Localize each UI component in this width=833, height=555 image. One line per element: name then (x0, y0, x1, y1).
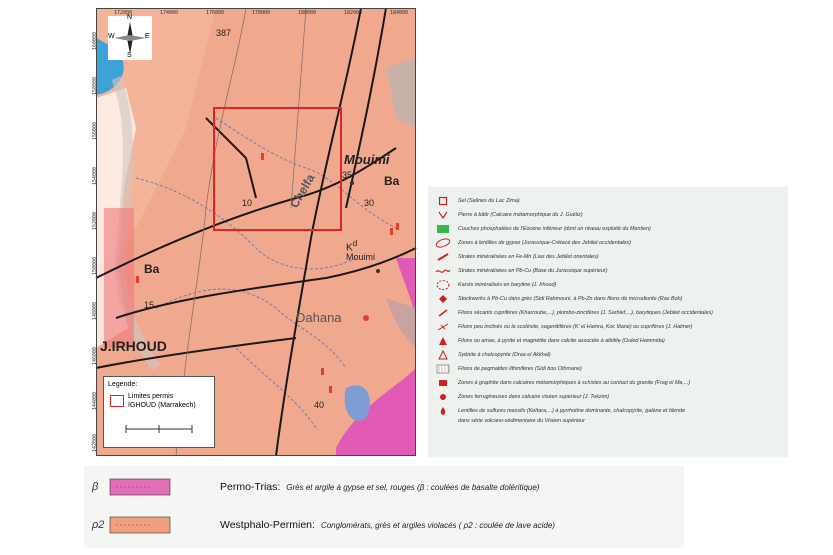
key-row-label: Strates minéralisées en Fe-Mn (Lias des Jebilet orientales) (458, 254, 599, 260)
y-tick: 156000 (92, 121, 99, 141)
green-box-icon (434, 224, 452, 234)
y-tick: 142000 (92, 433, 99, 453)
hatch-box-icon (434, 364, 452, 374)
key-row-label: Sel (Salines du Lac Zima) (458, 198, 520, 204)
key-row-label: Filons ou amas, à pyrite et magnétite dans calcite associée à albitite (Ouled Hammida) (458, 338, 665, 344)
triangle-red-icon (434, 336, 452, 346)
key-row (434, 265, 608, 277)
x-tick: 182000 (344, 10, 363, 16)
key-row-label: Filons sécants cuprifères (Kharroube,...), plombo-zincifères (J. Sarhlef,...), barytiques (Jebilet occidentales) (458, 310, 713, 316)
y-tick: 148000 (92, 301, 99, 321)
strat-description: Grès et argile à gypse et sel, rouges (β : coulées de basalte doléritique) (286, 482, 540, 492)
triangle-outline-red-icon (434, 350, 452, 360)
map-legend (103, 376, 215, 448)
strat-separator: : (277, 481, 281, 493)
x-tick: 172000 (114, 10, 133, 16)
key-row-label: Strates minéralisées en Pb-Cu (Base du Jurassique supérieur) (458, 268, 608, 274)
red-pattern-zone (104, 208, 134, 348)
key-row-label: Karsts minéralisés en barytine (J. Irhoud) (458, 282, 557, 288)
y-tick: 146000 (92, 346, 99, 366)
compass-n: N (127, 14, 133, 21)
key-row-label: Couches phosphatées de l'Eocène inférieur (dont un niveau exploité du Mentien) (458, 226, 651, 232)
strat-description: Conglomérats, grès et argiles violacés ( ρ2 : coulée de lave acide) (320, 520, 555, 530)
key-row (434, 391, 609, 403)
chevron-red-icon (434, 210, 452, 220)
elevation-label: 387 (216, 28, 232, 38)
place-label-kd: $K^d$ (346, 238, 358, 254)
dip-label: 15 (144, 300, 155, 310)
strat-symbol: ρ2 (92, 519, 105, 531)
strat-name: Westphalo-Permien (220, 519, 313, 531)
cross-dash-red-icon (434, 322, 452, 332)
legend-entry-line2: IGHOUD (Marrakech) (128, 402, 196, 409)
place-label-j-irhoud: J.IRHOUD (100, 338, 167, 354)
key-row-label: Pierre à bâtir (Calcaire métamorphique du J. Guéliz) (458, 212, 583, 218)
y-tick: 144000 (92, 391, 99, 411)
key-row (434, 415, 585, 427)
y-tick: 160000 (92, 31, 99, 51)
key-row (434, 307, 713, 319)
key-row-label: Syénite à chalcopyrite (Draa el Akkhal) (458, 352, 551, 358)
key-row (434, 293, 682, 305)
place-label-mouimi-small: Mouimi (346, 252, 376, 262)
key-row (434, 363, 582, 375)
stroke-red-icon (434, 252, 452, 262)
key-row (434, 279, 556, 291)
legend-title: Legende: (108, 381, 138, 388)
key-row-label: Lentilles de sulfures massifs (Kettara,...) à pyrrhotine dominante, chalcopyrite, galène et blende (458, 408, 686, 414)
x-tick: 174000 (160, 10, 179, 16)
wavy-red-icon (434, 266, 452, 276)
key-row-label: dans série volcano-sédimentaire du Viséen supérieur (458, 418, 585, 424)
compass-s: S (127, 52, 132, 59)
y-tick: 154000 (92, 166, 99, 186)
y-tick: 152000 (92, 211, 99, 231)
mineral-key-panel (428, 187, 788, 457)
strat-symbol: β (92, 481, 99, 493)
place-label-mouimi: Mouimi (344, 152, 390, 167)
strat-row-westphalo-permien (84, 510, 555, 540)
strat-name: Permo-Trias (220, 481, 278, 493)
dip-label: 30 (364, 198, 375, 208)
dot-red-icon (434, 392, 452, 402)
key-row (434, 195, 520, 207)
x-tick: 180000 (298, 10, 317, 16)
strat-separator: : (312, 519, 315, 531)
scale-bar (124, 421, 194, 435)
place-label-dahana: Dahana (296, 310, 342, 325)
dip-label: 35 (342, 170, 353, 180)
stratigraphy-legend (84, 466, 684, 548)
strat-row-permo-trias (84, 472, 539, 502)
key-row (434, 209, 583, 221)
key-row-label: Zones à lentilles de gypse (Jurassique-Crétacé des Jebilet occidentales) (458, 240, 631, 246)
dip-label: 40 (314, 400, 325, 410)
compass-icon (108, 16, 152, 60)
key-row (434, 321, 692, 333)
legend-entry-line1: Limites permis (128, 393, 174, 400)
square-outline-red-icon (434, 196, 452, 206)
locality-dot (376, 269, 380, 273)
key-row (434, 349, 551, 361)
strat-swatch (110, 478, 170, 496)
place-label-ba-right: Ba (384, 174, 400, 188)
key-row-label: Zones à graphite dans calcaires métamorphiques à schistes au contact du granite (Frag el Ma,...) (458, 380, 691, 386)
key-row (434, 377, 690, 389)
key-row (434, 251, 599, 263)
dip-label: 10 (242, 198, 253, 208)
key-row (434, 237, 631, 249)
strat-swatch (110, 516, 170, 534)
permit-box-icon (110, 395, 124, 407)
key-row (434, 223, 651, 235)
compass-w: W (108, 33, 115, 40)
compass-e: E (145, 33, 150, 40)
place-label-chelfa: Chelfa (287, 171, 318, 211)
key-row-label: Zones ferrugineuses dans calcaire viséen supérieur (J. Tekzim) (458, 394, 610, 400)
key-row-label: Filons peu inclinés ou la scolésite, sagenitifères (K' el Hamra, Koc Iltane) ou cuprifères (J. Halmer) (458, 324, 693, 330)
diamond-red-icon (434, 294, 452, 304)
rect-red-icon (434, 378, 452, 388)
key-row-label: Stockwerks à Pb-Cu dans grès (Sidi Rahmouni, à Pb-Zn dans filons de microdiorite (Ras Boh) (458, 296, 683, 302)
lens-red-icon (434, 238, 452, 248)
y-tick: 158000 (92, 76, 99, 96)
place-label-ba-left: Ba (144, 262, 160, 276)
dash-red-icon (434, 308, 452, 318)
x-tick: 178000 (252, 10, 271, 16)
key-row-label: Filons de pegmatites lithinifères (Sidi bou Othmane) (458, 366, 582, 372)
key-row (434, 335, 665, 347)
y-tick: 150000 (92, 256, 99, 276)
dashed-loop-red-icon (434, 279, 452, 291)
x-tick: 176000 (206, 10, 225, 16)
x-tick: 184000 (390, 10, 409, 16)
